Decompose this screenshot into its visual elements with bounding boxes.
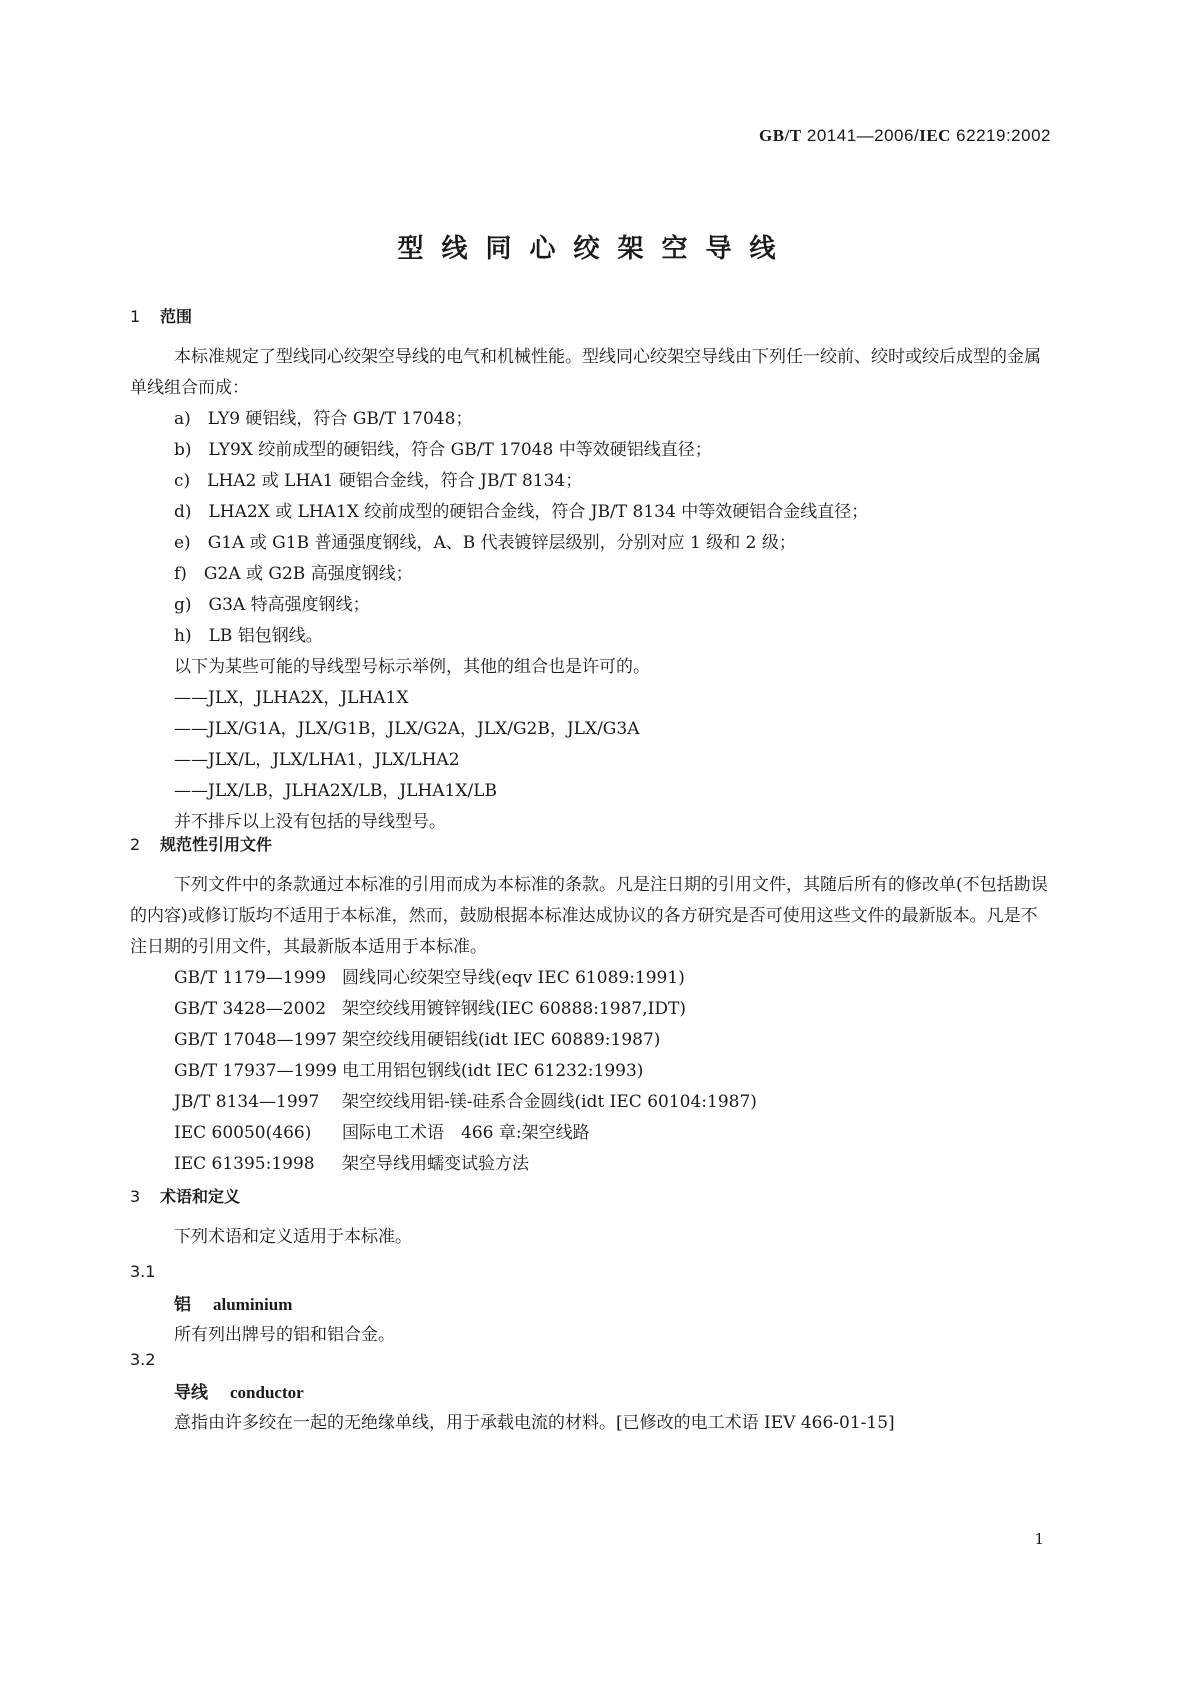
section-title: 术语和定义 [160,1187,241,1206]
section-number: 2 [130,835,141,854]
example-item: ——JLX，JLHA2X，JLHA1X [174,688,409,708]
reference-title: 架空绞线用铝-镁-硅系合金圆线(idt IEC 60104:1987) [342,1092,757,1112]
reference-title: 电工用铝包钢线(idt IEC 61232:1993) [342,1061,644,1081]
scope-closing: 并不排斥以上没有包括的导线型号。 [174,812,446,832]
example-item: ——JLX/L，JLX/LHA1，JLX/LHA2 [174,750,460,770]
reference-title: 架空导线用蠕变试验方法 [342,1154,529,1174]
section-2-body [130,870,1050,1180]
term-definition: 所有列出牌号的铝和铝合金。 [174,1325,395,1345]
term-definition: 意指由许多绞在一起的无绝缘单线，用于承载电流的材料。[已修改的电工术语 IEV 466-01-15] [174,1413,895,1433]
reference-title: 国际电工术语 466 章:架空线路 [342,1123,590,1143]
reference-code: GB/T 17048—1997 [174,1030,337,1050]
document-title: 型线同心绞架空导线 [397,234,794,264]
reference-title: 圆线同心绞架空导线(eqv IEC 61089:1991) [342,968,685,988]
page-number: 1 [1034,1530,1044,1548]
list-item: d) LHA2X 或 LHA1X 绞前成型的硬铝合金线，符合 JB/T 8134 中等效硬铝合金线直径； [174,502,869,522]
reference-item [130,963,1050,994]
terms-intro-block [130,1222,1050,1253]
example-item: ——JLX/LB，JLHA2X/LB，JLHA1X/LB [174,781,497,801]
reference-item [130,1087,1050,1118]
reference-item [130,994,1050,1025]
standard-code-iec-number: 62219:2002 [956,126,1051,145]
reference-item [130,1056,1050,1087]
reference-item [130,1118,1050,1149]
section-3-heading [130,1184,240,1207]
term-en: conductor [230,1383,304,1402]
list-item: g) G3A 特高强度钢线； [174,595,370,615]
section-number: 3 [130,1187,141,1206]
reference-code: GB/T 3428—2002 [174,999,327,1019]
section-2-heading [130,832,272,855]
term-en: aluminium [213,1295,293,1314]
reference-code: GB/T 1179—1999 [174,968,327,988]
term-number: 3.1 [130,1262,156,1281]
standard-code-number: 20141—2006/ [806,126,920,145]
reference-code: IEC 61395:1998 [174,1154,315,1174]
section-1-heading [130,304,192,327]
list-item: c) LHA2 或 LHA1 硬铝合金线，符合 JB/T 8134； [174,471,583,491]
list-item: a) LY9 硬铝线，符合 GB/T 17048； [174,409,473,429]
references-intro: 下列文件中的条款通过本标准的引用而成为本标准的条款。凡是注日期的引用文件，其随后所有的修改单(不包括勘误的内容)或修订版均不适用于本标准，然而，鼓励根据本标准达成协议的各方研究是否可使用这些文件的最新版本。凡是不注日期的引用文件，其最新版本适用于本标准。 [130,875,1048,957]
section-title: 范围 [160,307,193,326]
term-zh: 导线 [174,1383,208,1403]
standard-code-iec: IEC [919,126,951,145]
term-number: 3.2 [130,1350,156,1369]
term-zh: 铝 [174,1295,191,1315]
term-entry [174,1378,304,1403]
scope-intro: 本标准规定了型线同心绞架空导线的电气和机械性能。型线同心绞架空导线由下列任一绞前、绞时或绞后成型的金属单线组合而成： [130,347,1041,398]
terms-intro: 下列术语和定义适用于本标准。 [174,1227,412,1247]
list-item: e) G1A 或 G1B 普通强度钢线，A、B 代表镀锌层级别，分别对应 1 级和 2 级； [174,533,796,553]
examples-intro: 以下为某些可能的导线型号标示举例，其他的组合也是许可的。 [174,657,650,677]
reference-title: 架空绞线用硬铝线(idt IEC 60889:1987) [342,1030,661,1050]
list-item: b) LY9X 绞前成型的硬铝线，符合 GB/T 17048 中等效硬铝线直径； [174,440,712,460]
example-item: ——JLX/G1A，JLX/G1B，JLX/G2A，JLX/G2B，JLX/G3A [174,719,640,739]
reference-code: IEC 60050(466) [174,1123,312,1143]
reference-code: JB/T 8134—1997 [174,1092,320,1112]
section-number: 1 [130,307,141,326]
term-entry [174,1290,292,1315]
standard-code-prefix: GB/T [759,126,802,145]
reference-title: 架空绞线用镀锌钢线(IEC 60888:1987,IDT) [342,999,686,1019]
section-title: 规范性引用文件 [160,835,273,854]
list-item: f) G2A 或 G2B 高强度钢线； [174,564,413,584]
reference-item [130,1149,1050,1180]
list-item: h) LB 铝包钢线。 [174,626,323,646]
standard-code [759,126,1051,146]
section-1-body [130,342,1050,838]
reference-code: GB/T 17937—1999 [174,1061,337,1081]
reference-item [130,1025,1050,1056]
